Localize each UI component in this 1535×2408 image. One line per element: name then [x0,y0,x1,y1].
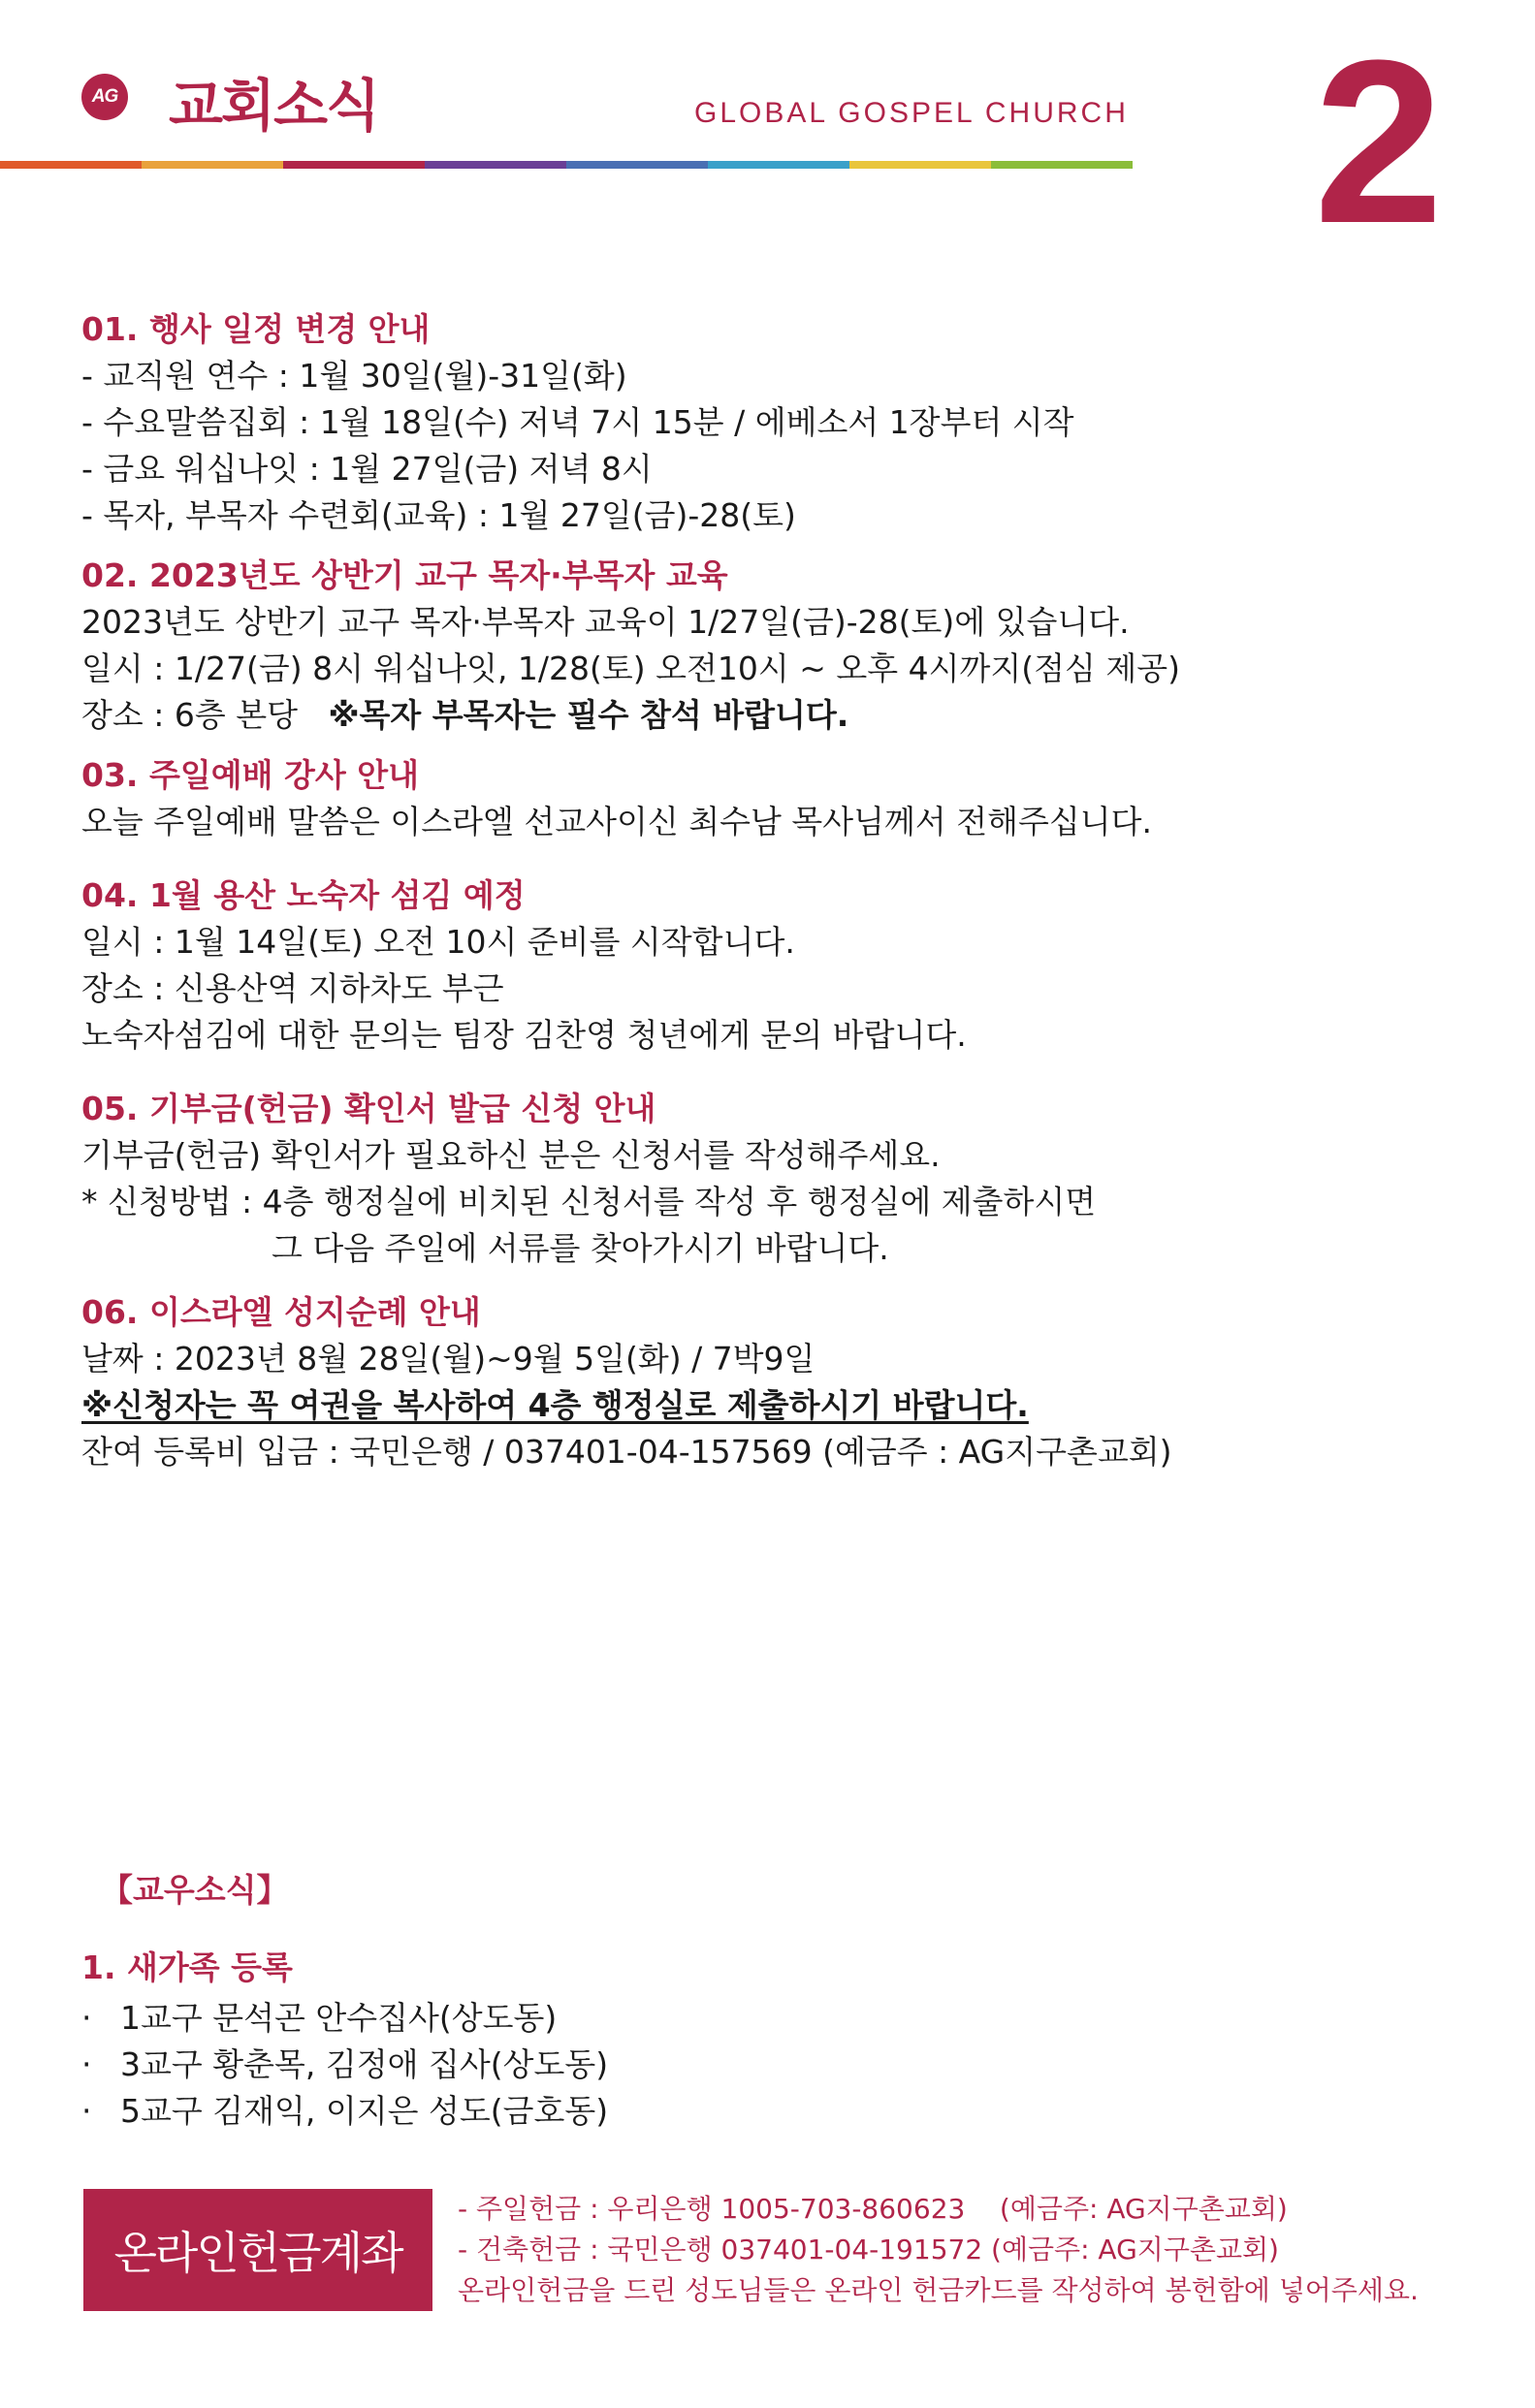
page-header [0,0,1535,271]
section-leader-education [81,553,1180,739]
list-item-text: 3교구 황춘목, 김정애 집사(상도동) [120,2045,609,2083]
page-number: 2 [1314,12,1444,271]
online-offering-accounts [458,2189,1419,2311]
section-title: 06. 이스라엘 성지순례 안내 [81,1293,481,1331]
section-line: 기부금(헌금) 확인서가 필요하신 분은 신청서를 작성해주세요. [81,1136,941,1174]
section-line-place [81,692,1180,739]
section-line: 잔여 등록비 입금 : 국민은행 / 037401-04-157569 (예금주 : AG지구촌교회) [81,1433,1172,1471]
offering-line: - 건축헌금 : 국민은행 037401-04-191572 (예금주: AG지구촌교회) [458,2234,1279,2265]
section-line: 노숙자섬김에 대한 문의는 팀장 김찬영 청년에게 문의 바랍니다. [81,1016,967,1054]
color-segment [991,161,1133,169]
church-logo-icon: AG [81,74,128,120]
color-segment [566,161,708,169]
section-line: 장소 : 신용산역 지하차도 부근 [81,969,504,1007]
section-title: 03. 주일예배 강사 안내 [81,756,419,794]
bullet-icon: · [81,2092,92,2130]
section-title: 04. 1월 용산 노숙자 섬김 예정 [81,876,526,914]
section-line: - 목자, 부목자 수련회(교육) : 1월 27일(금)-28(토) [81,496,796,534]
section-line: 날짜 : 2023년 8월 28일(월)~9월 5일(화) / 7박9일 [81,1340,815,1378]
color-segment [425,161,566,169]
color-segment [849,161,991,169]
section-title: 1. 새가족 등록 [81,1949,293,1986]
online-offering-label: 온라인헌금계좌 [83,2189,432,2311]
members-news [81,1945,608,2135]
section-homeless-service [81,872,967,1059]
section-title: 05. 기부금(헌금) 확인서 발급 신청 안내 [81,1090,656,1127]
section-line: * 신청방법 : 4층 행정실에 비치된 신청서를 작성 후 행정실에 제출하시면 [81,1183,1097,1220]
list-item [81,1995,608,2042]
section-israel-pilgrimage [81,1289,1172,1475]
passport-notice: ※신청자는 꼭 여권을 복사하여 4층 행정실로 제출하시기 바랍니다. [81,1386,1029,1424]
section-title: 02. 2023년도 상반기 교구 목자·부목자 교육 [81,556,728,594]
offering-line: 온라인헌금을 드린 성도님들은 온라인 헌금카드를 작성하여 봉헌함에 넣어주세요. [458,2274,1419,2306]
page-title: 교회소식 [169,73,379,139]
members-news-heading: 【교우소식】 [101,1871,289,1909]
color-segment [708,161,849,169]
place-text: 장소 : 6층 본당 [81,696,329,734]
section-line: 일시 : 1/27(금) 8시 워십나잇, 1/28(토) 오전10시 ~ 오후 4시까지(점심 제공) [81,650,1181,687]
color-segment [142,161,283,169]
bullet-icon: · [81,1999,92,2037]
church-name: GLOBAL GOSPEL CHURCH [694,97,1129,129]
section-donation-receipt [81,1086,1096,1272]
section-line: - 수요말씀집회 : 1월 18일(수) 저녁 7시 15분 / 에베소서 1장부터 시작 [81,403,1074,441]
list-item [81,2042,608,2088]
section-line: - 금요 워십나잇 : 1월 27일(금) 저녁 8시 [81,450,653,488]
section-schedule-change [81,306,1074,539]
color-segment [283,161,425,169]
section-line: 오늘 주일예배 말씀은 이스라엘 선교사이신 최수남 목사님께서 전해주십니다. [81,803,1153,840]
required-attendance-notice: ※목자 부목자는 필수 참석 바랍니다. [328,696,849,734]
list-item [81,2088,608,2135]
section-line: 그 다음 주일에 서류를 찾아가시기 바랍니다. [272,1229,889,1267]
section-line: - 교직원 연수 : 1월 30일(월)-31일(화) [81,357,627,395]
section-title: 01. 행사 일정 변경 안내 [81,310,431,348]
bullet-icon: · [81,2045,92,2083]
color-divider [0,161,1133,169]
list-item-text: 1교구 문석곤 안수집사(상도동) [120,1999,558,2037]
section-line: 일시 : 1월 14일(토) 오전 10시 준비를 시작합니다. [81,923,795,961]
list-item-text: 5교구 김재익, 이지은 성도(금호동) [120,2092,609,2130]
section-line: 2023년도 상반기 교구 목자·부목자 교육이 1/27일(금)-28(토)에 있습니다. [81,603,1130,641]
section-sunday-speaker [81,752,1152,845]
offering-line: - 주일헌금 : 우리은행 1005-703-860623 (예금주: AG지구촌교회) [458,2193,1288,2225]
color-segment [0,161,142,169]
